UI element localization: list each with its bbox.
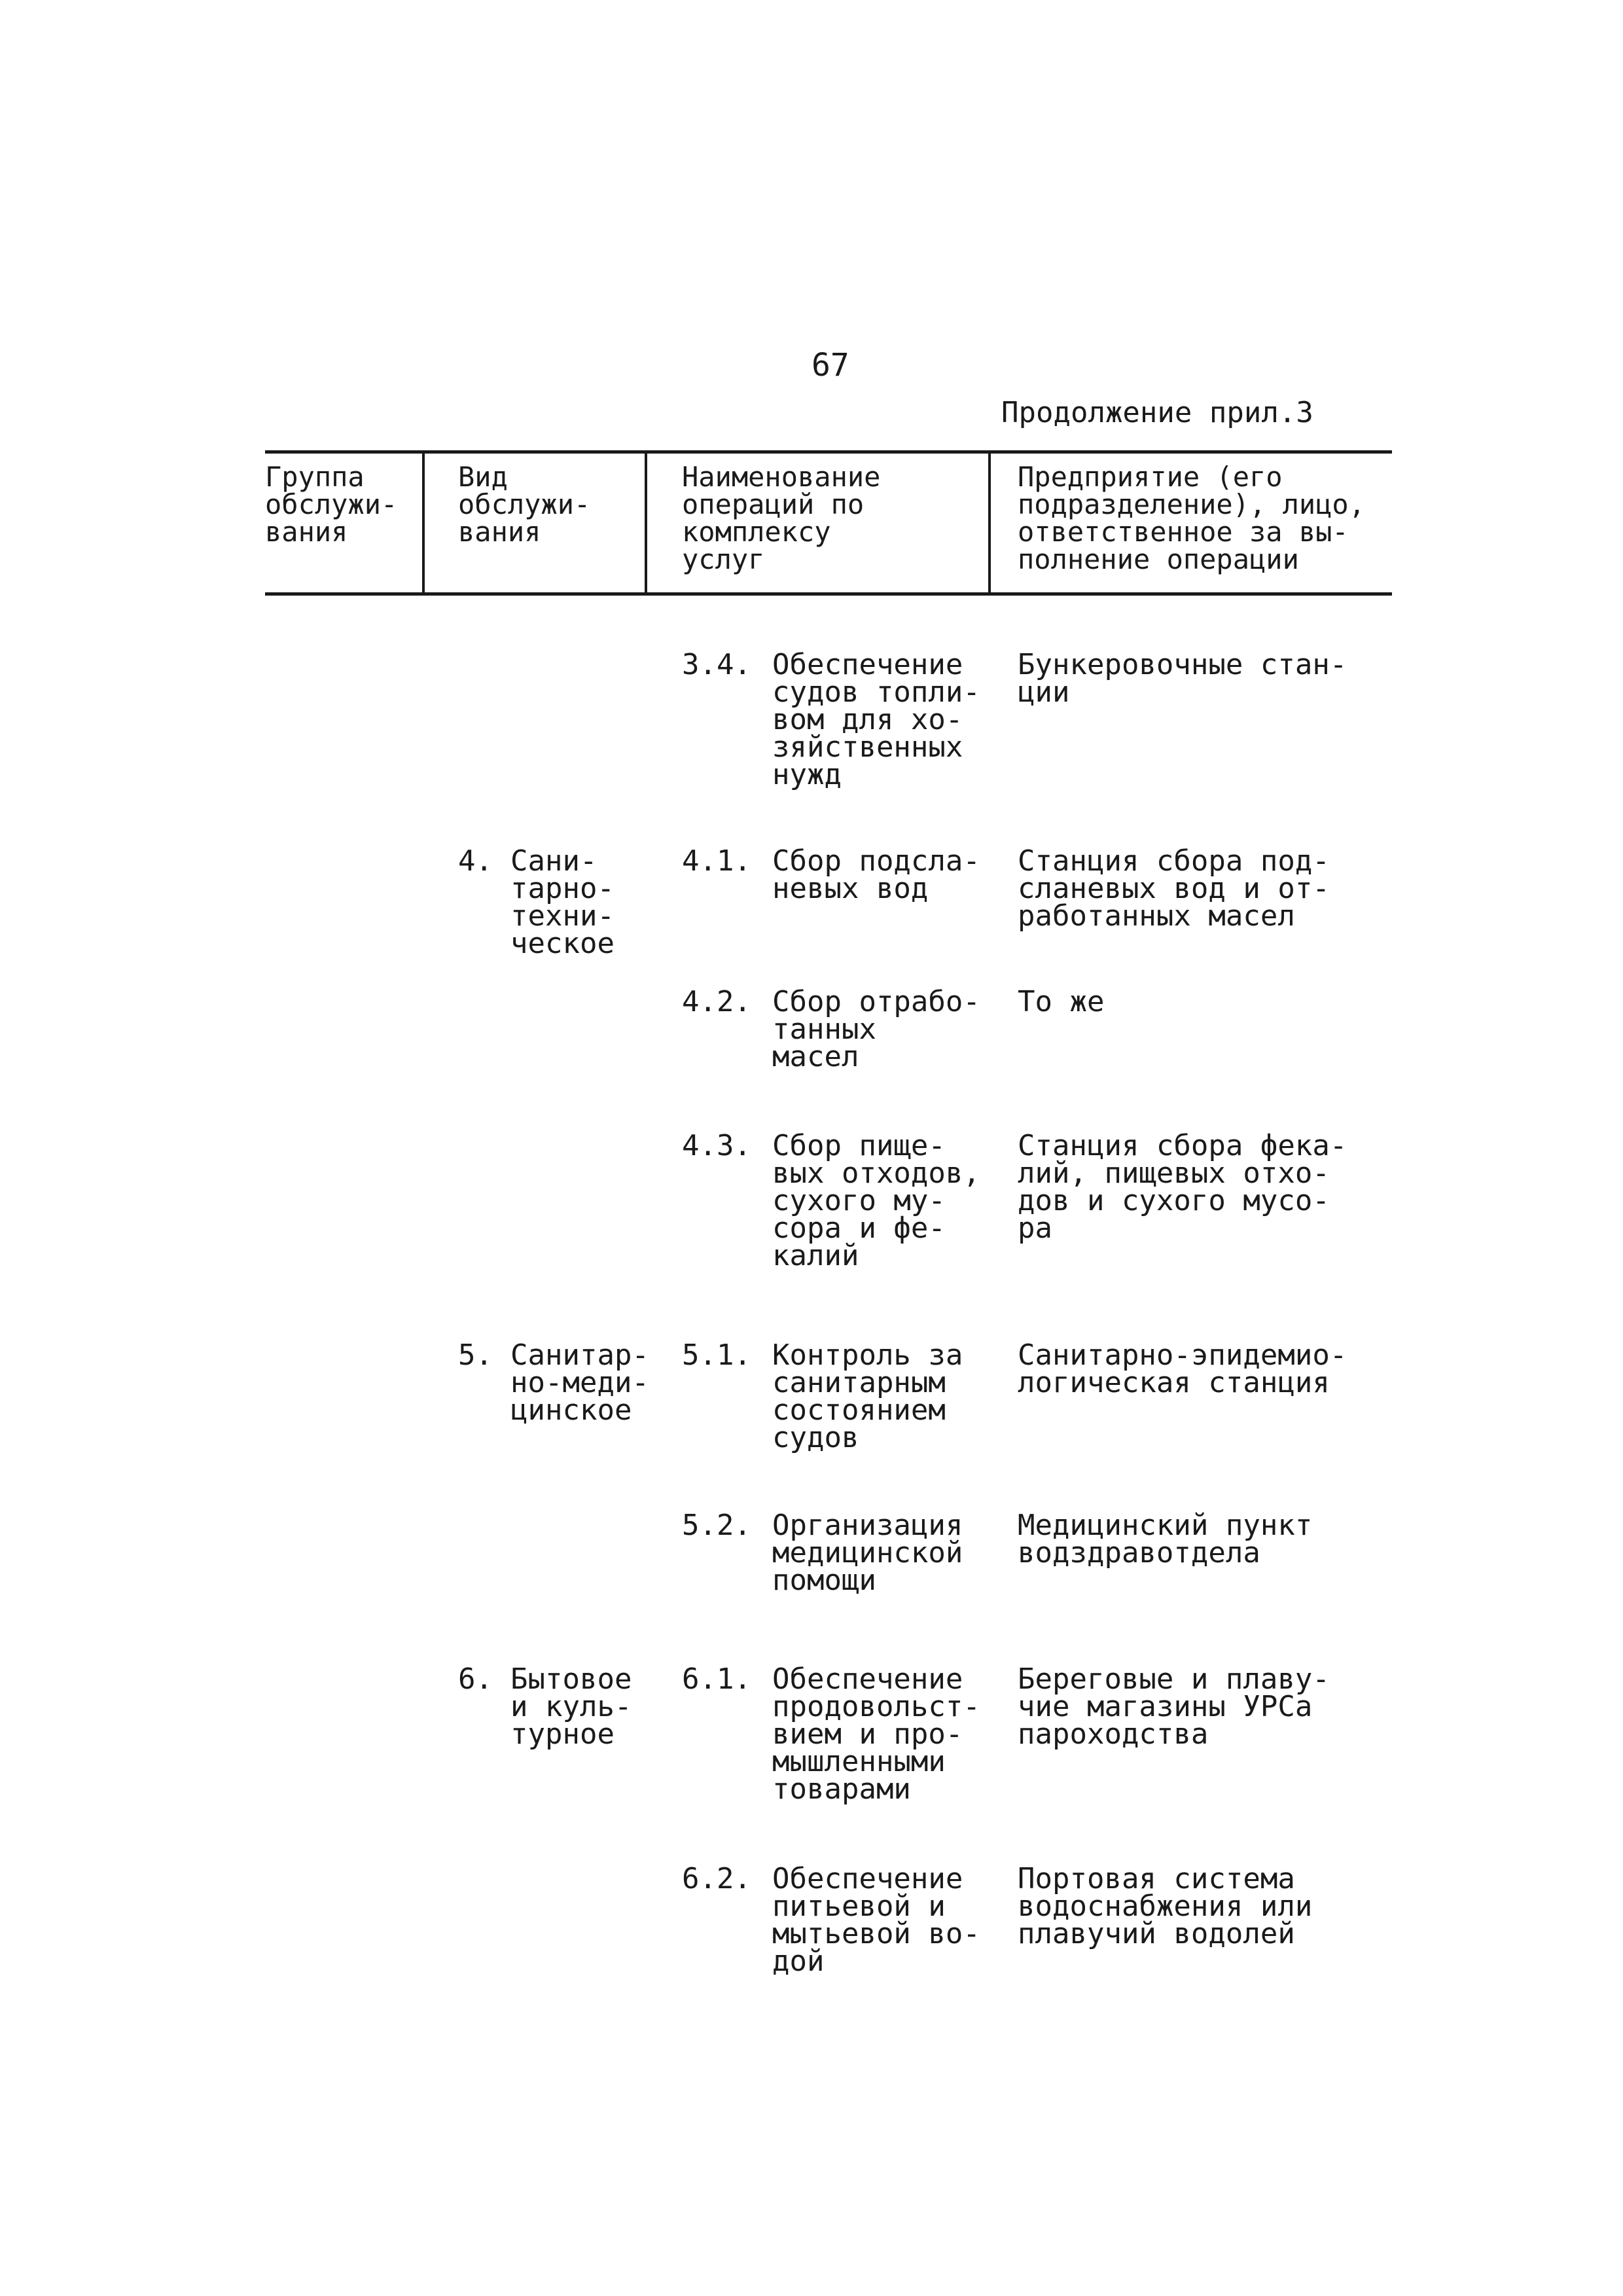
- group-name: Санитар- но-меди- цинское: [510, 1338, 649, 1427]
- responsible-party: Портовая система водоснабжения или плавучий водолей: [1018, 1862, 1313, 1950]
- operation-number: 5.2.: [682, 1509, 751, 1542]
- operation-number: 5.1.: [682, 1338, 751, 1372]
- operation-name: Обеспечение питьевой и мытьевой во- дой: [772, 1862, 980, 1978]
- operation-name: Организация медицинской помощи: [772, 1509, 963, 1597]
- responsible-party: То же: [1018, 985, 1105, 1018]
- group-number: 5.: [458, 1338, 493, 1372]
- group-name: Сани- тарно- техни- ческое: [510, 844, 615, 960]
- page-number: 67: [812, 347, 849, 384]
- header-service-type: Вид обслужи- вания: [458, 461, 591, 548]
- header-operation-name: Наименование операций по комплексу услуг: [682, 461, 881, 575]
- operation-number: 4.3.: [682, 1129, 751, 1162]
- operation-name: Сбор пище- вых отходов, сухого му- сора и фе- калий: [772, 1129, 980, 1272]
- responsible-party: Бункеровочные стан- ции: [1018, 648, 1347, 709]
- operation-number: 3.4.: [682, 648, 751, 681]
- responsible-party: Санитарно-эпидемио- логическая станция: [1018, 1338, 1347, 1399]
- header-responsible: Предприятие (его подразделение), лицо, ответственное за вы- полнение операции: [1018, 461, 1366, 575]
- responsible-party: Станция сбора фека- лий, пищевых отхо- дов и сухого мусо- ра: [1018, 1129, 1347, 1245]
- header-divider: [645, 452, 647, 594]
- operation-number: 4.1.: [682, 844, 751, 878]
- header-divider: [422, 452, 425, 594]
- header-divider: [988, 452, 991, 594]
- operation-name: Обеспечение продовольст- вием и про- мышленными товарами: [772, 1662, 980, 1806]
- operation-name: Сбор подсла- невых вод: [772, 844, 980, 905]
- operation-number: 6.2.: [682, 1862, 751, 1895]
- group-number: 4.: [458, 844, 493, 878]
- operation-name: Обеспечение судов топли- вом для хо- зяйственных нужд: [772, 648, 980, 791]
- group-name: Бытовое и куль- турное: [510, 1662, 632, 1751]
- operation-number: 4.2.: [682, 985, 751, 1018]
- table-top-rule: [265, 450, 1392, 454]
- continuation-label: Продолжение прил.3: [1001, 396, 1313, 429]
- responsible-party: Береговые и плаву- чие магазины УРСа пароходства: [1018, 1662, 1330, 1751]
- operation-name: Контроль за санитарным состоянием судов: [772, 1338, 963, 1454]
- header-service-group: Группа обслужи- вания: [265, 461, 398, 548]
- responsible-party: Медицинский пункт водздравотдела: [1018, 1509, 1313, 1570]
- operation-name: Сбор отрабо- танных масел: [772, 985, 980, 1073]
- operation-number: 6.1.: [682, 1662, 751, 1696]
- responsible-party: Станция сбора под- сланевых вод и от- работанных масел: [1018, 844, 1330, 933]
- table-header-rule: [265, 592, 1392, 596]
- group-number: 6.: [458, 1662, 493, 1696]
